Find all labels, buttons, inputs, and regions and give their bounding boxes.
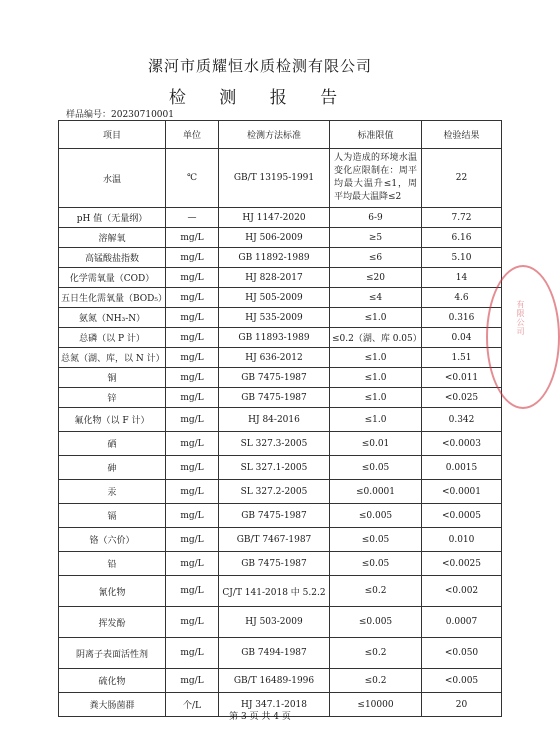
table-row — [59, 348, 502, 368]
header-limit: 标准限值 — [330, 121, 422, 149]
cell-item: 溶解氧 — [59, 228, 166, 248]
cell-limit: ≤0.2 — [330, 576, 422, 607]
cell-limit: ≤0.01 — [330, 432, 422, 456]
cell-result: <0.0001 — [422, 480, 502, 504]
cell-item: 水温 — [59, 149, 166, 208]
cell-item: 砷 — [59, 456, 166, 480]
cell-item: 五日生化需氧量（BOD₅） — [59, 288, 166, 308]
cell-unit: mg/L — [166, 432, 219, 456]
cell-item: 铜 — [59, 368, 166, 388]
cell-limit: 人为造成的环境水温变化应限制在：周平均最大温升≤1，周平均最大温降≤2 — [330, 149, 422, 208]
table-row — [59, 268, 502, 288]
cell-item: 总氮（湖、库，以 N 计） — [59, 348, 166, 368]
cell-unit: mg/L — [166, 288, 219, 308]
table-row — [59, 576, 502, 607]
cell-item: 铬（六价） — [59, 528, 166, 552]
table-row — [59, 480, 502, 504]
cell-result: 14 — [422, 268, 502, 288]
table-header-row — [59, 121, 502, 149]
cell-item: 硫化物 — [59, 669, 166, 693]
cell-limit: ≤0.005 — [330, 504, 422, 528]
cell-result: 0.342 — [422, 408, 502, 432]
cell-limit: ≤0.05 — [330, 552, 422, 576]
cell-item: 高锰酸盐指数 — [59, 248, 166, 268]
cell-limit: ≤4 — [330, 288, 422, 308]
cell-method: HJ 1147-2020 — [219, 208, 330, 228]
cell-limit: 6-9 — [330, 208, 422, 228]
cell-method: HJ 535-2009 — [219, 308, 330, 328]
sample-number: 样品编号：20230710001 — [66, 110, 174, 120]
cell-item: 铅 — [59, 552, 166, 576]
cell-method: GB 7475-1987 — [219, 388, 330, 408]
cell-item: 氰化物 — [59, 576, 166, 607]
cell-item: 硒 — [59, 432, 166, 456]
table-row — [59, 308, 502, 328]
cell-result: 20 — [422, 693, 502, 717]
cell-limit: ≤0.05 — [330, 456, 422, 480]
cell-limit: ≤1.0 — [330, 388, 422, 408]
cell-method: GB 7475-1987 — [219, 552, 330, 576]
cell-result: <0.005 — [422, 669, 502, 693]
cell-unit: mg/L — [166, 348, 219, 368]
cell-limit: ≤1.0 — [330, 348, 422, 368]
cell-result: <0.050 — [422, 638, 502, 669]
cell-unit: mg/L — [166, 388, 219, 408]
table-row — [59, 408, 502, 432]
table-row — [59, 432, 502, 456]
cell-result: 0.316 — [422, 308, 502, 328]
table-row — [59, 149, 502, 208]
table-row — [59, 607, 502, 638]
cell-method: GB/T 16489-1996 — [219, 669, 330, 693]
cell-limit: ≤0.05 — [330, 528, 422, 552]
cell-item: 阴离子表面活性剂 — [59, 638, 166, 669]
results-table — [58, 120, 502, 717]
cell-limit: ≤0.2 — [330, 638, 422, 669]
cell-limit: ≤0.2 — [330, 669, 422, 693]
cell-limit: ≤0.2（湖、库 0.05） — [330, 328, 422, 348]
cell-unit: ℃ — [166, 149, 219, 208]
company-name: 漯河市质耀恒水质检测有限公司 — [147, 57, 372, 75]
table-body — [59, 149, 502, 717]
cell-result: 1.51 — [422, 348, 502, 368]
cell-unit: mg/L — [166, 607, 219, 638]
cell-limit: ≤20 — [330, 268, 422, 288]
cell-method: HJ 503-2009 — [219, 607, 330, 638]
table-row — [59, 504, 502, 528]
header-result: 检验结果 — [422, 121, 502, 149]
table-row — [59, 248, 502, 268]
table-row — [59, 388, 502, 408]
cell-method: HJ 636-2012 — [219, 348, 330, 368]
cell-method: SL 327.3-2005 — [219, 432, 330, 456]
cell-unit: — — [166, 208, 219, 228]
cell-unit: mg/L — [166, 638, 219, 669]
cell-method: SL 327.2-2005 — [219, 480, 330, 504]
table-row — [59, 638, 502, 669]
cell-unit: mg/L — [166, 669, 219, 693]
cell-method: SL 327.1-2005 — [219, 456, 330, 480]
cell-unit: mg/L — [166, 480, 219, 504]
cell-result: 7.72 — [422, 208, 502, 228]
cell-limit: ≤1.0 — [330, 308, 422, 328]
cell-unit: mg/L — [166, 368, 219, 388]
cell-limit: ≤1.0 — [330, 368, 422, 388]
cell-unit: mg/L — [166, 228, 219, 248]
report-title: 检 测 报 告 — [168, 88, 352, 108]
cell-result: <0.025 — [422, 388, 502, 408]
cell-limit: ≤10000 — [330, 693, 422, 717]
cell-method: HJ 347.1-2018 — [219, 693, 330, 717]
cell-item: 镉 — [59, 504, 166, 528]
cell-item: pH 值（无量纲） — [59, 208, 166, 228]
cell-method: GB 7494-1987 — [219, 638, 330, 669]
cell-result: 5.10 — [422, 248, 502, 268]
cell-result: <0.011 — [422, 368, 502, 388]
cell-method: GB 7475-1987 — [219, 504, 330, 528]
cell-limit: ≤0.005 — [330, 607, 422, 638]
table-row — [59, 456, 502, 480]
table-row — [59, 328, 502, 348]
cell-item: 挥发酚 — [59, 607, 166, 638]
cell-result: 0.0015 — [422, 456, 502, 480]
cell-unit: mg/L — [166, 248, 219, 268]
table-row — [59, 669, 502, 693]
cell-result: 4.6 — [422, 288, 502, 308]
cell-method: GB/T 7467-1987 — [219, 528, 330, 552]
cell-limit: ≥5 — [330, 228, 422, 248]
header-method: 检测方法标准 — [219, 121, 330, 149]
cell-item: 化学需氧量（COD） — [59, 268, 166, 288]
table-row — [59, 528, 502, 552]
cell-item: 总磷（以 P 计） — [59, 328, 166, 348]
cell-result: <0.002 — [422, 576, 502, 607]
cell-method: HJ 828-2017 — [219, 268, 330, 288]
cell-unit: mg/L — [166, 456, 219, 480]
cell-method: GB/T 13195-1991 — [219, 149, 330, 208]
cell-result: 0.0007 — [422, 607, 502, 638]
cell-item: 汞 — [59, 480, 166, 504]
cell-item: 锌 — [59, 388, 166, 408]
cell-result: <0.0005 — [422, 504, 502, 528]
table-row — [59, 228, 502, 248]
cell-result: 22 — [422, 149, 502, 208]
table-row — [59, 288, 502, 308]
cell-result: 0.04 — [422, 328, 502, 348]
cell-method: CJ/T 141-2018 中 5.2.2 — [219, 576, 330, 607]
cell-unit: mg/L — [166, 268, 219, 288]
cell-result: <0.0025 — [422, 552, 502, 576]
seal-text: 有限公司 — [516, 300, 525, 336]
cell-method: GB 11892-1989 — [219, 248, 330, 268]
cell-method: GB 11893-1989 — [219, 328, 330, 348]
cell-method: GB 7475-1987 — [219, 368, 330, 388]
cell-method: HJ 84-2016 — [219, 408, 330, 432]
table-row — [59, 552, 502, 576]
cell-unit: mg/L — [166, 328, 219, 348]
cell-result: <0.0003 — [422, 432, 502, 456]
cell-method: HJ 505-2009 — [219, 288, 330, 308]
cell-limit: ≤6 — [330, 248, 422, 268]
cell-limit: ≤1.0 — [330, 408, 422, 432]
cell-unit: 个/L — [166, 693, 219, 717]
cell-item: 粪大肠菌群 — [59, 693, 166, 717]
header-unit: 单位 — [166, 121, 219, 149]
cell-limit: ≤0.0001 — [330, 480, 422, 504]
header-item: 项目 — [59, 121, 166, 149]
cell-unit: mg/L — [166, 528, 219, 552]
cell-result: 6.16 — [422, 228, 502, 248]
cell-item: 氨氮（NH₃-N） — [59, 308, 166, 328]
cell-unit: mg/L — [166, 504, 219, 528]
cell-method: HJ 506-2009 — [219, 228, 330, 248]
cell-item: 氟化物（以 F 计） — [59, 408, 166, 432]
table-row — [59, 208, 502, 228]
table-row — [59, 368, 502, 388]
cell-unit: mg/L — [166, 552, 219, 576]
cell-unit: mg/L — [166, 408, 219, 432]
cell-unit: mg/L — [166, 308, 219, 328]
cell-unit: mg/L — [166, 576, 219, 607]
page-footer: 第 3 页 共 4 页 — [229, 712, 291, 722]
cell-result: 0.010 — [422, 528, 502, 552]
